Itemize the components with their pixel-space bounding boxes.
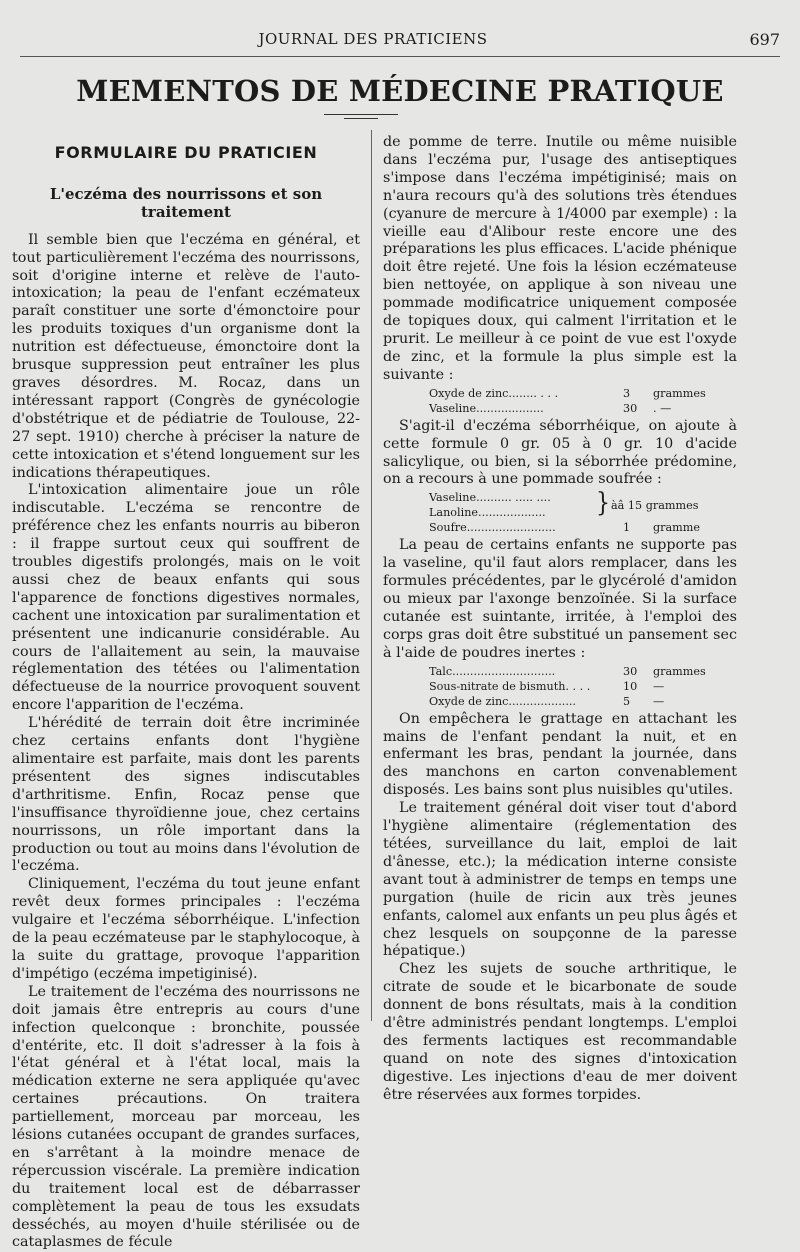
right-column (383, 134, 737, 1105)
paragraph: Il semble bien que l'eczéma en général, et tout particulièrement l'eczéma des nourrissons, soit d'origine interne et relève de l'auto-intoxication; la peau de l'enfant eczémateux paraît constituer une sorte d'émonctoire pour les produits toxiques d'un organisme dont la nutrition est défectueuse, émonctoire dont la brusque suppression peut entraîner les plus graves désordres. M. Rocaz, dans un intéressant rapport (Congrès de gynécologie d'obstétrique et de pédiatrie de Toulouse, 22-27 sept. 1910) cherche à préciser la nature de cette intoxication et s'étend longuement sur les indications thérapeutiques. (12, 231, 360, 481)
page-number: 697 (749, 30, 780, 49)
formula-sulfur (413, 490, 743, 535)
paragraph: L'hérédité de terrain doit être incriminée chez certains enfants dont l'hygiène alimentaire est parfaite, mais dont les parents présentent des signes indiscutables d'arthritisme. Enfin, Rocaz pense que l'insuffisance thyroïdienne joue, chez certains nourrissons, un rôle important dans la production ou tout au moins dans l'évolution de l'eczéma. (12, 715, 360, 875)
formula-row: Vaseline.......... ..... .... (429, 491, 551, 505)
formula-row: Talc............................. 30 grammes (429, 664, 706, 678)
paragraph: Le traitement de l'eczéma des nourrissons ne doit jamais être entrepris au cours d'une infection quelconque : bronchite, poussée d'entérite, etc. Il doit s'adresser à la fois à l'état général et à l'état local, mais la médication externe ne sera appliquée qu'avec certaines précautions. On traitera partiellement, morceau par morceau, les lésions cutanées occupant de grandes surfaces, en s'arrêtant à la moindre menace de répercussion viscérale. La première indication du traitement local est de débarrasser complètement la peau de tous les exsudats desséchés, au moyen d'huile stérilisée ou de cataplasmes de fécule (12, 983, 360, 1251)
column-divider (371, 130, 372, 1021)
journal-name: JOURNAL DES PRATICIENS (258, 30, 488, 48)
running-head (14, 30, 780, 56)
formula-row: Lanoline................... (429, 506, 546, 520)
article-title: L'eczéma des nourrissons et son traitement (49, 184, 323, 221)
brace-icon: } (596, 488, 610, 519)
paragraph: Cliniquement, l'eczéma du tout jeune enfant revêt deux formes principales : l'eczéma vulgaire et l'eczéma séborrhéique. L'infection de la peau eczémateuse par le staphylocoque, à la suite du grattage, provoque l'apparition d'impétigo (eczéma impetiginisé). (12, 876, 360, 982)
paragraph: Chez les sujets de souche arthritique, le citrate de soude et le bicarbonate de soude donnent de bons résultats, mais à la condition d'être administrés pendant longtemps. L'emploi des ferments lactiques est recommandable quand on note des signes d'intoxication digestive. Les injections d'eau de mer doivent être réservées aux formes torpides. (383, 961, 737, 1103)
section-heading: FORMULAIRE DU PRATICIEN (54, 143, 318, 162)
left-column (12, 144, 360, 1252)
paragraph: On empêchera le grattage en attachant les mains de l'enfant pendant la nuit, et en enfermant les bras, pendant la journée, dans des manchons en carton convenablement disposés. Les bains sont plus nuisibles qu'utiles. (383, 710, 737, 799)
paragraph: S'agit-il d'eczéma séborrhéique, on ajoute à cette formule 0 gr. 05 à 0 gr. 10 d'acide salicylique, ou bien, si la séborrhée prédomine, on a recours à une pommade soufrée : (383, 417, 737, 488)
brace-quantity: àâ 15 grammes (611, 499, 699, 513)
page-title: MEMENTOS DE MÉDECINE PRATIQUE (76, 74, 724, 108)
paragraph: L'intoxication alimentaire joue un rôle indiscutable. L'eczéma se rencontre de préférence chez les enfants nourris au biberon : il frappe surtout ceux qui souffrent de troubles digestifs prolongés, mais on le voit aussi chez de beaux enfants qui sous l'apparence de fonctions digestives normales, cachent une intoxication par suralimentation et présentent une indicanurie considérable. Au cours de l'allaitement au sein, la mauvaise réglementation des tétées ou l'alimentation défectueuse de la nourrice provoquent souvent encore l'apparition de l'eczéma. (12, 482, 360, 714)
formula-row: Vaseline................... 30 . — (429, 401, 672, 415)
formula-row: Soufre......................... 1 gramme (429, 521, 701, 535)
formula-zinc (413, 386, 743, 416)
header-rule (20, 56, 780, 57)
title-ornament-short (344, 118, 378, 119)
title-ornament (324, 114, 398, 115)
formula-row: Sous-nitrate de bismuth. . . . 10 — (429, 679, 665, 693)
paragraph: Le traitement général doit viser tout d'abord l'hygiène alimentaire (réglementation des tétées, surveillance du lait, emploi de lait d'ânesse, etc.); la médication interne consiste avant tout à administrer de temps en temps une purgation (huile de ricin aux très jeunes enfants, calomel aux enfants un peu plus âgés et chez lesquels on soupçonne de la paresse hépatique.) (383, 800, 737, 960)
formula-row: Oxyde de zinc........ . . . 3 grammes (429, 386, 706, 400)
formula-row: Oxyde de zinc................... 5 — (429, 694, 665, 708)
paragraph: de pomme de terre. Inutile ou même nuisible dans l'eczéma pur, l'usage des antiseptiques s'impose dans l'eczéma impétiginisé; mais on n'aura recours qu'à des solutions très étendues (cyanure de mercure à 1/4000 par exemple) : la vieille eau d'Alibour reste encore une des préparations les plus efficaces. L'acide phénique doit être rejeté. Une fois la lésion eczémateuse bien nettoyée, on applique à son niveau une pommade modificatrice uniquement composée de topiques doux, qui calment l'irritation et le prurit. Le meilleur à ce point de vue est l'oxyde de zinc, et la formule la plus simple est la suivante : (383, 134, 737, 383)
paragraph: La peau de certains enfants ne supporte pas la vaseline, qu'il faut alors remplacer, dans les formules précédentes, par le glycérolé d'amidon ou mieux par l'axonge benzoïnée. Si la surface cutanée est suintante, irritée, à l'emploi des corps gras doit être substitué un pansement sec à l'aide de poudres inertes : (383, 537, 737, 661)
formula-powder (413, 664, 743, 709)
